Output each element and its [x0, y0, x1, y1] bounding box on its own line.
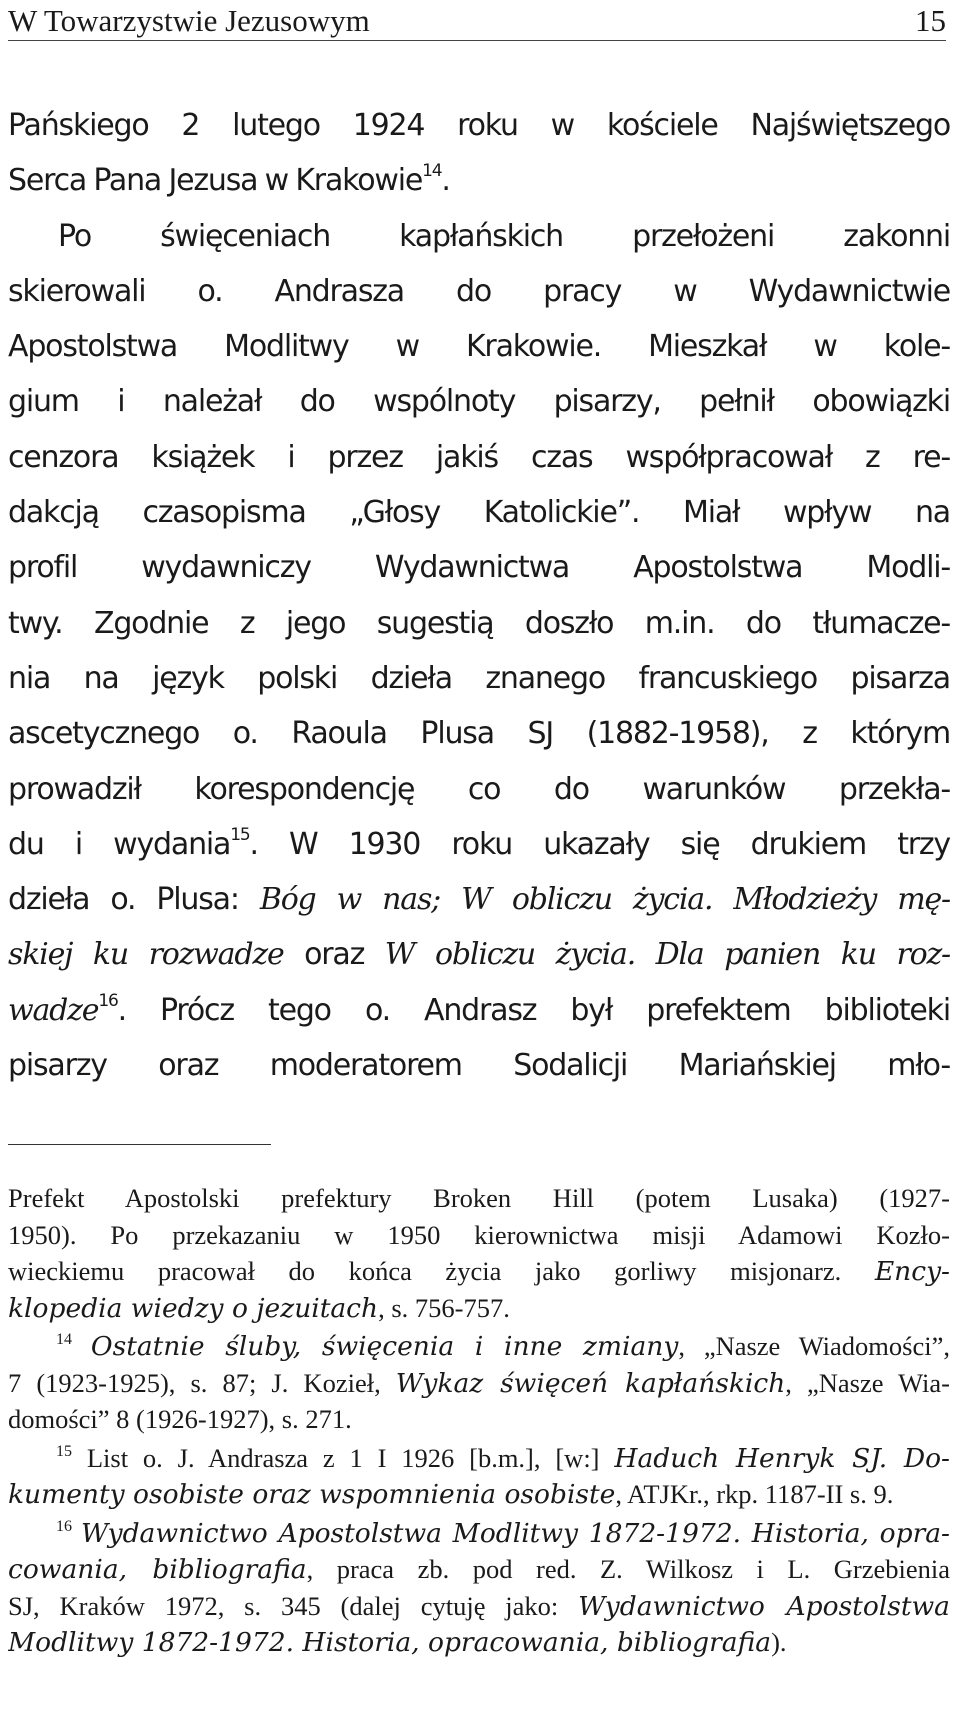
text-line: ascetycznego o. Raoula Plusa SJ (1882-1958), z którym	[8, 716, 950, 752]
footnote-ref[interactable]: 16	[98, 990, 118, 1011]
text-line: Po święceniach kapłańskich przełożeni zakonni	[58, 218, 950, 254]
footnote-continued: Prefekt Apostolski prefektury Broken Hill (potem Lusaka) (1927- 1950). Po przekazaniu w 1950 kierownictwa misji Adamowi Kozło- wieckiemu pracował do końca życia jako gorliwy misjonarz. Ency- klopedia wiedzy o jezuitach, s. 756-757.	[8, 1183, 950, 1324]
text-line: skierowali o. Andrasza do pracy w Wydawnictwie	[8, 273, 950, 309]
footnote-number: 15	[56, 1442, 72, 1460]
text-line: cenzora książek i przez jakiś czas współpracował z re-	[8, 439, 950, 475]
text-line: gium i należał do wspólnoty pisarzy, pełnił obowiązki	[8, 384, 950, 420]
text-line: pisarzy oraz moderatorem Sodalicji Mariańskiej mło-	[8, 1048, 950, 1084]
footnote-14: $^{14}$ Ostatnie śluby, święcenia i inne zmiany, „Nasze Wiadomości”, 7 (1923-1925), s. 87; J. Kozieł, Wykaz święceń kapłańskich, „Nasze Wia- domości” 8 (1926-1927), s. 271.	[8, 1331, 950, 1434]
text-line: prowadził korespondencję co do warunków przekła-	[8, 771, 950, 807]
footnotes	[8, 1180, 950, 1661]
text-line: du i wydania$^{15}$. W 1930 roku ukazały się drukiem trzy	[8, 824, 950, 862]
text-line: dakcją czasopisma „Głosy Katolickie”. Miał wpływ na	[8, 495, 950, 531]
text-line: profil wydawniczy Wydawnictwa Apostolstwa Modli-	[8, 550, 950, 586]
text-line: skiej ku rozwadze oraz W obliczu życia. Dla panien ku roz-	[8, 937, 950, 973]
main-text	[8, 98, 950, 1093]
running-title: W Towarzystwie Jezusowym	[8, 3, 370, 38]
page-number: 15	[915, 3, 946, 38]
text-line: twy. Zgodnie z jego sugestią doszło m.in. do tłumacze-	[8, 605, 950, 641]
text-line: nia na język polski dzieła znanego francuskiego pisarza	[8, 660, 950, 696]
footnote-number: 16	[56, 1517, 72, 1535]
text-line: wadze$^{16}$. Prócz tego o. Andrasz był prefektem biblioteki	[8, 990, 950, 1028]
footnote-ref[interactable]: 15	[230, 824, 250, 845]
text-line: dzieła o. Plusa: Bóg w nas; W obliczu życia. Młodzieży mę-	[8, 882, 950, 918]
footnote-separator	[8, 1144, 271, 1145]
text-line: Apostolstwa Modlitwy w Krakowie. Mieszkał w kole-	[8, 329, 950, 365]
text-line: Serca Pana Jezusa w Krakowie$^{14}$.	[8, 161, 450, 199]
footnote-16: $^{16}$ Wydawnictwo Apostolstwa Modlitwy 1872-1972. Historia, opra- cowania, bibliografia, praca zb. pod red. Z. Wilkosz i L. Grzebienia SJ, Kraków 1972, s. 345 (dalej cytuję jako: Wydawnictwo Apostolstwa Modlitwy 1872-1972. Historia, opracowania, bibliografia).	[8, 1517, 950, 1658]
running-header	[8, 2, 946, 41]
text-line: Pańskiego 2 lutego 1924 roku w kościele Najświętszego	[8, 108, 950, 143]
footnote-15: $^{15}$ List o. J. Andrasza z 1 I 1926 [b.m.], [w:] Haduch Henryk SJ. Do- kumenty osobiste oraz wspomnienia osobiste, ATJKr., rkp. 1187-II s. 9.	[8, 1442, 950, 1510]
footnote-number: 14	[56, 1331, 72, 1348]
footnote-ref[interactable]: 14	[422, 161, 442, 182]
